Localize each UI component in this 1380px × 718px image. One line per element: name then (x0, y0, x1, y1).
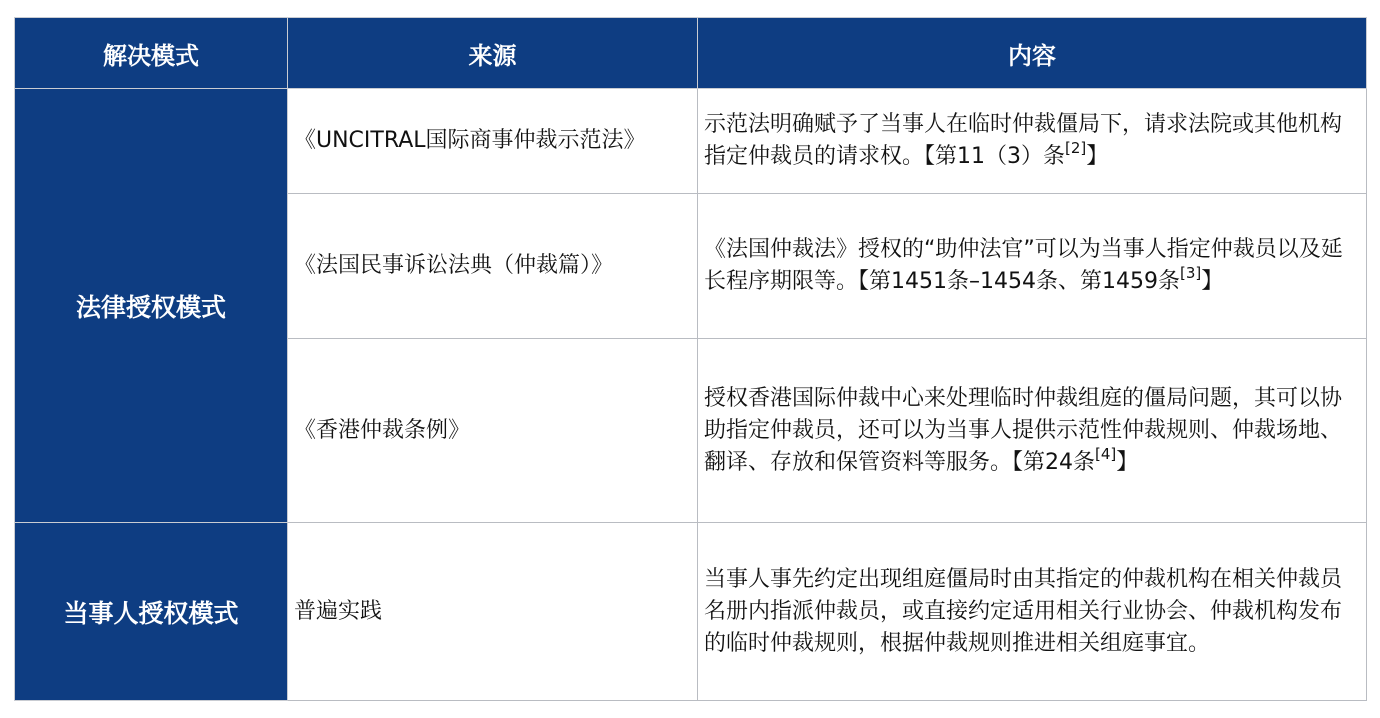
table-row (15, 523, 1367, 701)
citation-ref[interactable]: [3] (1179, 264, 1202, 282)
content-cell (698, 194, 1367, 339)
mode-party-authorization: 当事人授权模式 (15, 523, 288, 701)
source-cell: 《法国民事诉讼法典（仲裁篇）》 (288, 194, 698, 339)
header-row (15, 18, 1367, 89)
content-text: 示范法明确赋予了当事人在临时仲裁僵局下，请求法院或其他机构指定仲裁员的请求权。【第11（3）条 (704, 112, 1343, 169)
header-content: 内容 (698, 18, 1367, 89)
content-tail: 】 (1086, 144, 1109, 169)
content-cell (698, 339, 1367, 523)
mode-legal-authorization: 法律授权模式 (15, 89, 288, 523)
content-cell (698, 89, 1367, 194)
header-mode: 解决模式 (15, 18, 288, 89)
source-cell: 普遍实践 (288, 523, 698, 701)
content-cell (698, 523, 1367, 701)
table-row (15, 89, 1367, 194)
dispute-resolution-table (14, 17, 1367, 701)
source-cell: 《UNCITRAL国际商事仲裁示范法》 (288, 89, 698, 194)
content-text: 当事人事先约定出现组庭僵局时由其指定的仲裁机构在相关仲裁员名册内指派仲裁员，或直接约定适用相关行业协会、仲裁机构发布的临时仲裁规则，根据仲裁规则推进相关组庭事宜。 (704, 566, 1343, 656)
content-text: 授权香港国际仲裁中心来处理临时仲裁组庭的僵局问题，其可以协助指定仲裁员，还可以为当事人提供示范性仲裁规则、仲裁场地、翻译、存放和保管资料等服务。【第24条 (704, 385, 1343, 475)
header-source: 来源 (288, 18, 698, 89)
content-tail: 】 (1116, 449, 1139, 475)
content-text: 《法国仲裁法》授权的“助仲法官”可以为当事人指定仲裁员以及延长程序期限等。【第1451条–1454条、第1459条 (704, 237, 1343, 294)
content-tail: 】 (1201, 269, 1224, 294)
citation-ref[interactable]: [4] (1095, 444, 1117, 463)
source-cell: 《香港仲裁条例》 (288, 339, 698, 523)
citation-ref[interactable]: [2] (1065, 139, 1087, 157)
